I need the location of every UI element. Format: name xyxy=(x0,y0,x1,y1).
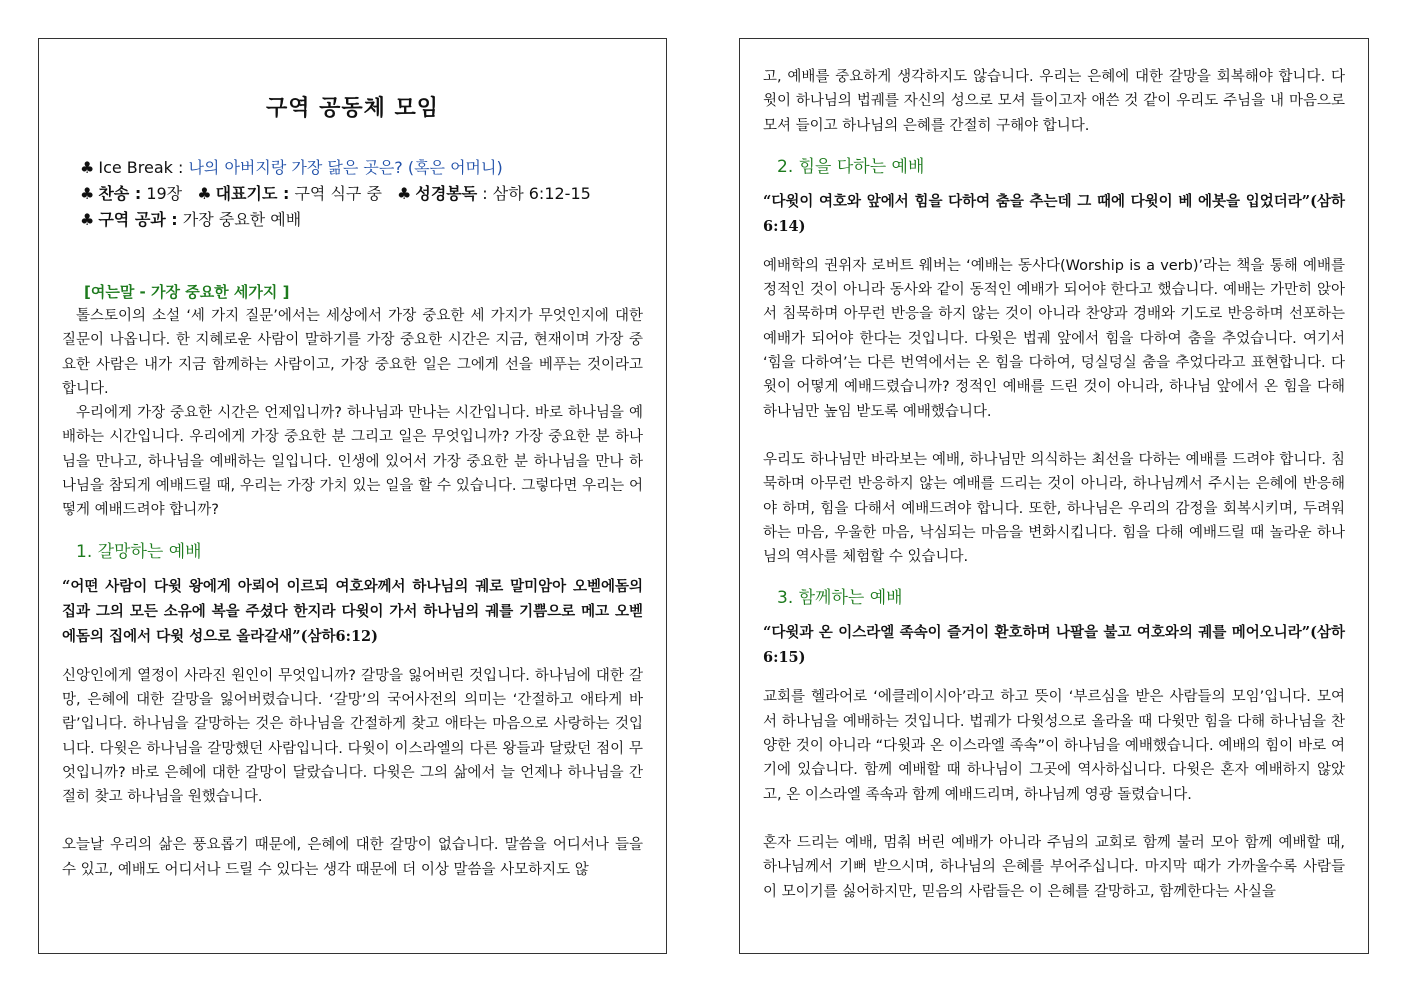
club-icon: ♣ xyxy=(397,184,412,203)
intro-paragraph: 톨스토이의 소설 ‘세 가지 질문’에서는 세상에서 가장 중요한 세 가지가 무엇인지에 대한 질문이 나옵니다. 한 지혜로운 사람이 말하기를 가장 중요한 시간은 지금, 현재이며 가장 중요한 사람은 내가 지금 함께하는 사람이고, 가장 중요한 일은 그에게 선을 베푸는 것이라고 합니다. xyxy=(62,308,643,397)
hymn-label: 찬송 : xyxy=(98,184,142,203)
club-icon: ♣ xyxy=(80,158,95,177)
ice-break-label: Ice Break xyxy=(98,158,173,177)
scripture-quote: “다윗과 온 이스라엘 족속이 즐거이 환호하며 나팔을 불고 여호와의 궤를 메어오니라”(삼하6:15) xyxy=(763,624,1345,667)
meeting-info xyxy=(62,155,643,233)
body-paragraph: 신앙인에게 열정이 사라진 원인이 무엇입니까? 갈망을 잃어버린 것입니다. 하나님에 대한 갈망, 은혜에 대한 갈망을 잃어버렸습니다. ‘갈망’의 국어사전의 의미는 ‘간절하고 애타게 바람’입니다. 하나님을 갈망하는 것은 하나님을 간절하게 찾고 애타는 마음으로 사랑하는 것입니다. 다윗은 하나님을 갈망했던 사람입니다. 다윗이 이스라엘의 다른 왕들과 달랐던 점이 무엇입니까? 바로 은혜에 대한 갈망이 달랐습니다. 다윗은 그의 삶에서 늘 언제나 하나님을 간절히 찾고 하나님을 원했습니다. xyxy=(62,667,643,806)
body-paragraph: 고, 예배를 중요하게 생각하지도 않습니다. 우리는 은혜에 대한 갈망을 회복해야 합니다. 다윗이 하나님의 법궤를 자신의 성으로 모셔 들이고자 애쓴 것 같이 우리도 주님을 내 마음으로 모셔 들이고 하나님의 은혜를 간절히 구해야 합니다. xyxy=(763,69,1345,134)
club-icon: ♣ xyxy=(80,210,95,229)
worship-order-row xyxy=(80,181,643,207)
lesson-row xyxy=(80,207,643,233)
scripture-quote: “어떤 사람이 다윗 왕에게 아뢰어 이르되 여호와께서 하나님의 궤로 말미암아 오벧에돔의 집과 그의 모든 소유에 복을 주셨다 한지라 다윗이 가서 하나님의 궤를 기쁨으로 메고 오벧에돔의 집에서 다윗 성으로 올라갈새”(삼하6:12) xyxy=(62,577,643,645)
body-paragraph: 오늘날 우리의 삶은 풍요롭기 때문에, 은혜에 대한 갈망이 없습니다. 말씀을 어디서나 들을 수 있고, 예배도 어디서나 드릴 수 있다는 생각 때문에 더 이상 말씀을 사모하지도 않 xyxy=(62,837,643,878)
right-page-content xyxy=(763,65,1345,904)
body-paragraph: 예배학의 권위자 로버트 웨버는 ‘예배는 동사다(Worship is a verb)’라는 책을 통해 예배를 정적인 것이 아니라 동사와 같이 동적인 예배가 되어야 한다고 했습니다. 예배는 가만히 앉아서 침묵하며 아무런 반응을 하지 않는 것이 아니라 찬양과 경배와 기도로 반응하며 선포하는 예배가 되어야 한다는 것입니다. 다윗은 법궤 앞에서 힘을 다하여 춤을 추었습니다. 여기서 ‘힘을 다하여’는 다른 번역에서는 온 힘을 다하여, 덩실덩실 춤을 추었다라고 표현합니다. 다윗이 어떻게 예배드렸습니까? 정적인 예배를 드린 것이 아니라, 하나님 앞에서 온 힘을 다해 하나님만 높임 받도록 예배했습니다. xyxy=(763,257,1345,420)
paragraph-spacer xyxy=(763,807,1345,831)
scripture-quote: “다윗이 여호와 앞에서 힘을 다하여 춤을 추는데 그 때에 다윗이 베 에봇을 입었더라”(삼하6:14) xyxy=(763,192,1345,235)
section-heading: 1. 갈망하는 예배 xyxy=(76,541,202,562)
club-icon: ♣ xyxy=(197,184,212,203)
ice-break-text: 나의 아버지랑 가장 닮은 곳은? (혹은 어머니) xyxy=(188,158,503,177)
page-title: 구역 공동체 모임 xyxy=(265,96,440,121)
prayer-label: 대표기도 : xyxy=(215,184,290,203)
ice-break-row xyxy=(80,155,643,181)
body-paragraph: 혼자 드리는 예배, 멈춰 버린 예배가 아니라 주님의 교회로 함께 불러 모아 함께 예배할 때, 하나님께서 기뻐 받으시며, 하나님의 은혜를 부어주십니다. 마지막 때가 가까울수록 사람들이 모이기를 싫어하지만, 믿음의 사람들은 이 은혜를 갈망하고, 함께한다는 사실을 xyxy=(763,834,1345,900)
left-page xyxy=(38,38,667,954)
lesson-value: 가장 중요한 예배 xyxy=(177,210,302,229)
hymn-value: 19장 xyxy=(141,184,183,203)
reading-value: : 삼하 6:12-15 xyxy=(477,184,591,203)
section-heading: 2. 힘을 다하는 예배 xyxy=(777,156,925,177)
intro-paragraph: 우리에게 가장 중요한 시간은 언제입니까? 하나님과 만나는 시간입니다. 바로 하나님을 예배하는 시간입니다. 우리에게 가장 중요한 분 그리고 일은 무엇입니까? 가장 중요한 분 하나님을 만나고, 하나님을 예배하는 일입니다. 인생에 있어서 가장 중요한 분 하나님을 만나 하나님을 참되게 예배드릴 때, 우리는 가장 가치 있는 일을 할 수 있습니다. 그렇다면 우리는 어떻게 예배드려야 합니까? xyxy=(62,405,643,519)
body-paragraph: 교회를 헬라어로 ‘에클레이시아’라고 하고 뜻이 ‘부르심을 받은 사람들의 모임’입니다. 모여서 하나님을 예배하는 것입니다. 법궤가 다윗성으로 올라올 때 다윗만 힘을 다해 하나님을 찬양한 것이 아니라 “다윗과 온 이스라엘 족속”이 하나님을 예배했습니다. 예배의 힘이 바로 여기에 있습니다. 함께 예배할 때 하나님이 그곳에 역사하십니다. 다윗은 혼자 예배하지 않았고, 온 이스라엘 족속과 함께 예배드리며, 하나님께 영광 돌렸습니다. xyxy=(763,689,1345,803)
right-page xyxy=(739,38,1369,954)
intro-heading: [여는말 - 가장 중요한 세가지 ] xyxy=(84,283,290,301)
reading-label: 성경봉독 xyxy=(415,184,478,203)
section-heading: 3. 함께하는 예배 xyxy=(777,588,903,609)
left-page-content xyxy=(62,91,643,882)
ice-break-sep: : xyxy=(172,158,189,177)
club-icon: ♣ xyxy=(80,184,95,203)
body-paragraph: 우리도 하나님만 바라보는 예배, 하나님만 의식하는 최선을 다하는 예배를 드려야 합니다. 침묵하며 아무런 반응하지 않는 예배를 드리는 것이 아니라, 하나님께서 주시는 은혜에 반응해야 하며, 힘을 다해서 예배드려야 합니다. 또한, 하나님은 우리의 감정을 회복시키며, 두려워하는 마음, 우울한 마음, 낙심되는 마음을 변화시킵니다. 힘을 다해 예배드릴 때 놀라운 하나님의 역사를 체험할 수 있습니다. xyxy=(763,451,1345,566)
paragraph-spacer xyxy=(763,424,1345,448)
paragraph-spacer xyxy=(62,809,643,833)
prayer-value: 구역 식구 중 xyxy=(289,184,382,203)
lesson-label: 구역 공과 : xyxy=(98,210,178,229)
